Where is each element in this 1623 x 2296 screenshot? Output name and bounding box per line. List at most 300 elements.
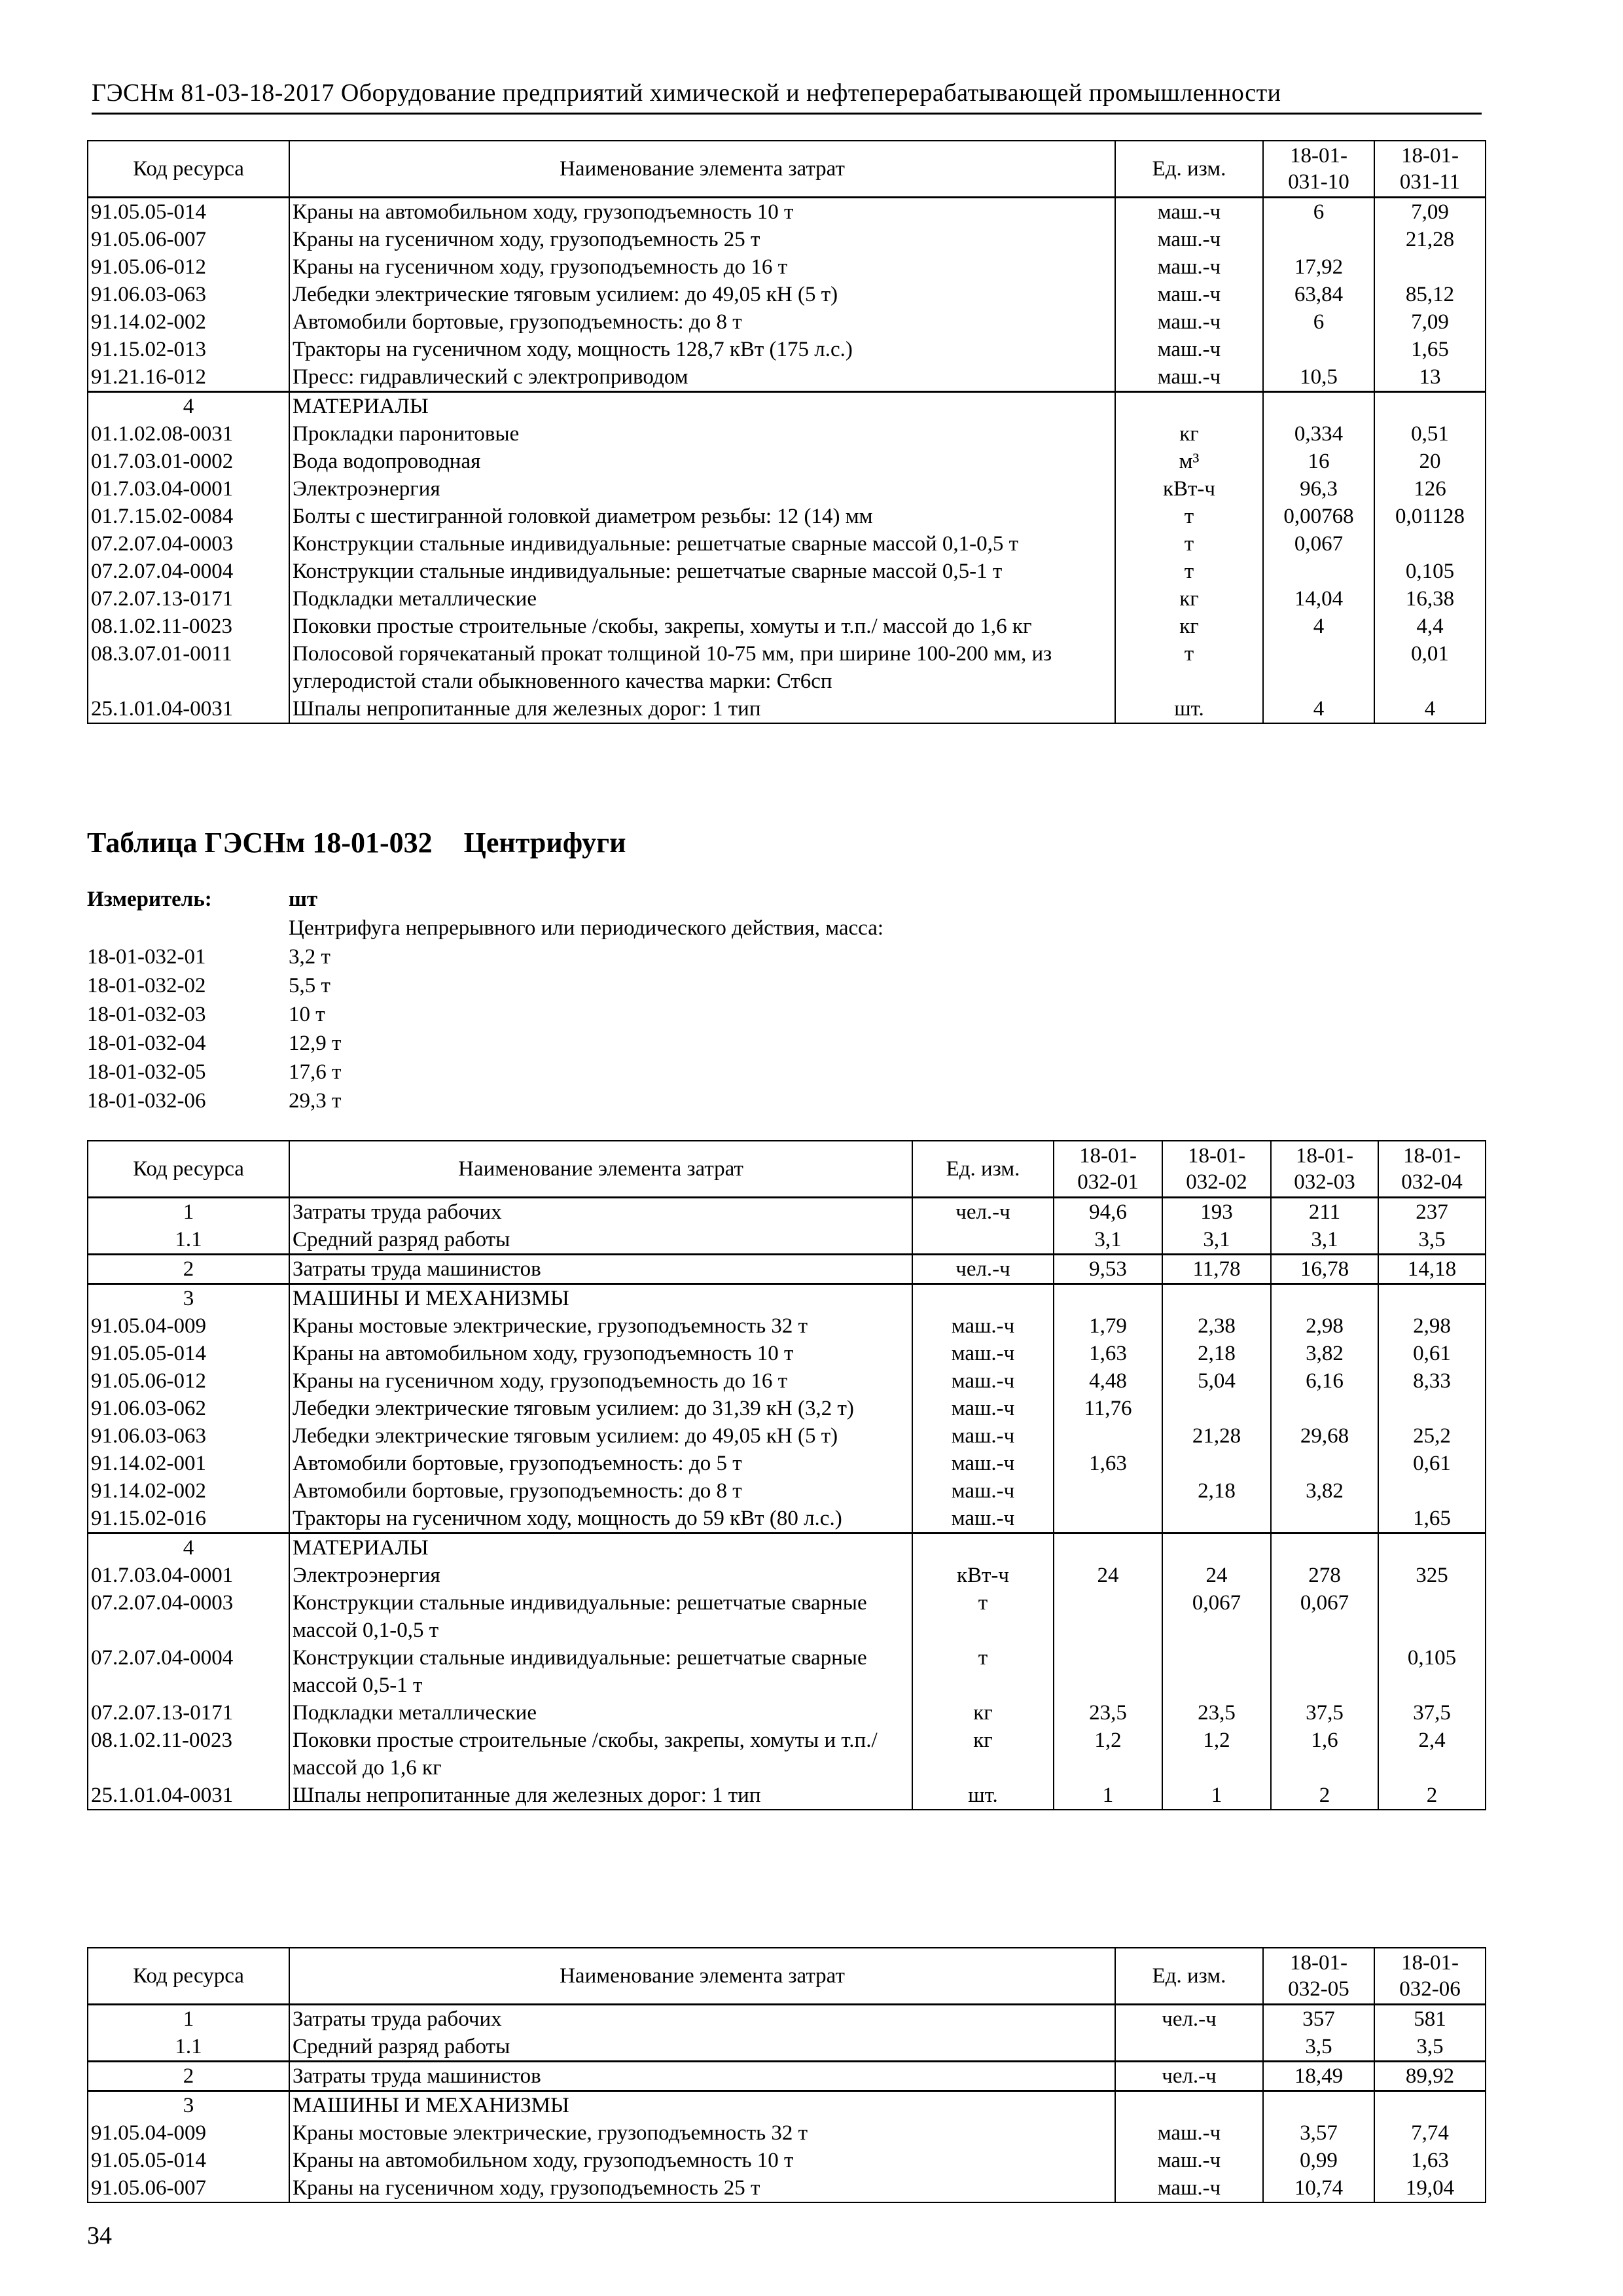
value-cell: 1 <box>1162 1782 1271 1810</box>
value-cell: 6 <box>1263 198 1374 226</box>
value-cell: 8,33 <box>1378 1367 1486 1395</box>
unit-cell: кг <box>1115 613 1263 640</box>
resource-code: 91.05.06-007 <box>88 226 289 253</box>
section-title <box>87 826 626 859</box>
resource-code: 91.06.03-063 <box>88 281 289 308</box>
table-row <box>88 226 1486 253</box>
header-row <box>88 1948 1486 2005</box>
resource-code: 07.2.07.13-0171 <box>88 585 289 613</box>
value-cell: 29,68 <box>1271 1422 1378 1450</box>
resource-code: 91.14.02-001 <box>88 1450 289 1477</box>
value-cell: 37,5 <box>1378 1699 1486 1727</box>
value-cell: 4 <box>1374 695 1486 723</box>
value-cell: 3,5 <box>1263 2033 1374 2062</box>
value-cell <box>1374 392 1486 421</box>
section-table-name: Центрифуги <box>463 827 626 859</box>
cost-element-name: Поковки простые строительные /скобы, закрепы, хомуты и т.п./ массой до 1,6 кг <box>289 1727 912 1782</box>
value-cell: 0,334 <box>1263 420 1374 448</box>
cost-element-name: МАШИНЫ И МЕХАНИЗМЫ <box>289 1284 912 1313</box>
resource-code: 91.21.16-012 <box>88 363 289 392</box>
value-cell <box>1162 1505 1271 1534</box>
value-cell: 3,5 <box>1374 2033 1486 2062</box>
table-row <box>88 1534 1486 1562</box>
value-cell: 3,5 <box>1378 1226 1486 1255</box>
header-row <box>88 1141 1486 1198</box>
unit-cell: маш.-ч <box>1115 363 1263 392</box>
resource-code: 07.2.07.13-0171 <box>88 1699 289 1727</box>
table-row <box>88 2062 1486 2091</box>
value-cell <box>1263 640 1374 695</box>
value-cell: 10,5 <box>1263 363 1374 392</box>
cost-element-name: Краны на гусеничном ходу, грузоподъемность 25 т <box>289 2174 1115 2202</box>
value-cell: 581 <box>1374 2005 1486 2034</box>
measure-item-code: 18-01-032-01 <box>87 945 206 969</box>
value-cell: 2 <box>1271 1782 1378 1810</box>
value-cell: 16,78 <box>1271 1255 1378 1284</box>
unit-cell <box>912 1226 1054 1255</box>
cost-element-name: Поковки простые строительные /скобы, закрепы, хомуты и т.п./ массой до 1,6 кг <box>289 613 1115 640</box>
value-cell: 4,4 <box>1374 613 1486 640</box>
column-header-norm: 18-01- 032-02 <box>1162 1141 1271 1198</box>
measure-item-value: 17,6 т <box>289 1060 342 1084</box>
cost-element-name: Средний разряд работы <box>289 2033 1115 2062</box>
value-cell <box>1162 1450 1271 1477</box>
value-cell: 11,76 <box>1054 1395 1162 1422</box>
measure-item-value: 3,2 т <box>289 945 330 969</box>
cost-element-name: МАТЕРИАЛЫ <box>289 392 1115 421</box>
value-cell: 325 <box>1378 1562 1486 1589</box>
value-cell: 13 <box>1374 363 1486 392</box>
cost-element-name: Краны на автомобильном ходу, грузоподъемность 10 т <box>289 1340 912 1367</box>
value-cell: 0,01 <box>1374 640 1486 695</box>
value-cell: 3,57 <box>1263 2119 1374 2147</box>
value-cell: 1,63 <box>1374 2147 1486 2174</box>
unit-cell: м³ <box>1115 448 1263 475</box>
value-cell <box>1271 1534 1378 1562</box>
unit-cell: маш.-ч <box>1115 2119 1263 2147</box>
resource-code: 1.1 <box>88 1226 289 1255</box>
unit-cell: т <box>1115 530 1263 558</box>
cost-element-name: Автомобили бортовые, грузоподъемность: до 5 т <box>289 1450 912 1477</box>
value-cell: 16 <box>1263 448 1374 475</box>
value-cell <box>1162 1284 1271 1313</box>
value-cell <box>1374 530 1486 558</box>
measure-item-code: 18-01-032-02 <box>87 974 206 997</box>
cost-element-name: Краны на автомобильном ходу, грузоподъемность 10 т <box>289 198 1115 226</box>
unit-cell <box>912 1284 1054 1313</box>
value-cell: 278 <box>1271 1562 1378 1589</box>
table-row <box>88 420 1486 448</box>
value-cell <box>1263 336 1374 363</box>
unit-cell: т <box>1115 640 1263 695</box>
value-cell <box>1263 558 1374 585</box>
unit-cell: маш.-ч <box>1115 226 1263 253</box>
value-cell: 0,51 <box>1374 420 1486 448</box>
value-cell: 25,2 <box>1378 1422 1486 1450</box>
table-row <box>88 308 1486 336</box>
column-header-unit: Ед. изм. <box>1115 1948 1263 2005</box>
resource-code: 07.2.07.04-0003 <box>88 530 289 558</box>
column-header-norm: 18-01- 032-06 <box>1374 1948 1486 2005</box>
section-table-number: Таблица ГЭСНм 18-01-032 <box>87 827 433 859</box>
column-header-unit: Ед. изм. <box>1115 141 1263 198</box>
value-cell: 0,61 <box>1378 1450 1486 1477</box>
resource-code: 08.1.02.11-0023 <box>88 613 289 640</box>
value-cell: 21,28 <box>1374 226 1486 253</box>
resource-table-032-a <box>87 1140 1486 1810</box>
table-row <box>88 1284 1486 1313</box>
unit-cell: маш.-ч <box>1115 2174 1263 2202</box>
cost-element-name: Затраты труда машинистов <box>289 1255 912 1284</box>
value-cell: 63,84 <box>1263 281 1374 308</box>
resource-code: 01.7.03.04-0001 <box>88 1562 289 1589</box>
cost-element-name: МАТЕРИАЛЫ <box>289 1534 912 1562</box>
resource-code: 07.2.07.04-0003 <box>88 1589 289 1644</box>
value-cell: 1,2 <box>1054 1727 1162 1782</box>
unit-cell: кВт-ч <box>912 1562 1054 1589</box>
table-row <box>88 2119 1486 2147</box>
column-header-unit: Ед. изм. <box>912 1141 1054 1198</box>
unit-cell: кг <box>1115 420 1263 448</box>
value-cell: 0,067 <box>1263 530 1374 558</box>
cost-element-name: Лебедки электрические тяговым усилием: до 31,39 кН (3,2 т) <box>289 1395 912 1422</box>
unit-cell: т <box>1115 558 1263 585</box>
page-header: ГЭСНм 81-03-18-2017 Оборудование предприятий химической и нефтеперерабатывающей промышленности <box>92 77 1482 115</box>
value-cell: 2 <box>1378 1782 1486 1810</box>
value-cell <box>1054 1505 1162 1534</box>
value-cell: 0,00768 <box>1263 503 1374 530</box>
table-row <box>88 1727 1486 1782</box>
value-cell: 18,49 <box>1263 2062 1374 2091</box>
value-cell: 17,92 <box>1263 253 1374 281</box>
table-row <box>88 253 1486 281</box>
resource-code: 91.05.06-007 <box>88 2174 289 2202</box>
value-cell: 1,65 <box>1378 1505 1486 1534</box>
measure-description: Центрифуга непрерывного или периодического действия, масса: <box>289 916 884 940</box>
table-row <box>88 695 1486 723</box>
value-cell: 0,105 <box>1374 558 1486 585</box>
resource-code: 91.05.05-014 <box>88 198 289 226</box>
value-cell: 7,09 <box>1374 308 1486 336</box>
resource-code: 2 <box>88 1255 289 1284</box>
cost-element-name: Краны на гусеничном ходу, грузоподъемность до 16 т <box>289 253 1115 281</box>
cost-element-name: Конструкции стальные индивидуальные: решетчатые сварные массой 0,1-0,5 т <box>289 1589 912 1644</box>
table-row <box>88 1782 1486 1810</box>
resource-code: 91.05.04-009 <box>88 1312 289 1340</box>
value-cell: 0,105 <box>1378 1644 1486 1699</box>
value-cell: 5,04 <box>1162 1367 1271 1395</box>
value-cell <box>1054 1284 1162 1313</box>
value-cell: 0,067 <box>1162 1589 1271 1644</box>
table-row <box>88 1367 1486 1395</box>
value-cell: 23,5 <box>1054 1699 1162 1727</box>
value-cell: 126 <box>1374 475 1486 503</box>
measure-item-code: 18-01-032-03 <box>87 1003 206 1026</box>
value-cell: 4 <box>1263 695 1374 723</box>
resource-code: 4 <box>88 392 289 421</box>
cost-element-name: Автомобили бортовые, грузоподъемность: до 8 т <box>289 308 1115 336</box>
unit-cell: кВт-ч <box>1115 475 1263 503</box>
resource-code: 07.2.07.04-0004 <box>88 558 289 585</box>
unit-cell: маш.-ч <box>1115 2147 1263 2174</box>
value-cell: 0,067 <box>1271 1589 1378 1644</box>
measure-item-value: 10 т <box>289 1003 325 1026</box>
resource-code: 25.1.01.04-0031 <box>88 1782 289 1810</box>
value-cell <box>1263 226 1374 253</box>
value-cell <box>1378 1284 1486 1313</box>
unit-cell: кг <box>1115 585 1263 613</box>
cost-element-name: Конструкции стальные индивидуальные: решетчатые сварные массой 0,5-1 т <box>289 558 1115 585</box>
resource-code: 01.7.03.01-0002 <box>88 448 289 475</box>
value-cell: 2,98 <box>1271 1312 1378 1340</box>
resource-code: 91.06.03-063 <box>88 1422 289 1450</box>
resource-code: 91.15.02-013 <box>88 336 289 363</box>
cost-element-name: Автомобили бортовые, грузоподъемность: до 8 т <box>289 1477 912 1505</box>
value-cell: 94,6 <box>1054 1198 1162 1227</box>
value-cell: 23,5 <box>1162 1699 1271 1727</box>
value-cell <box>1374 253 1486 281</box>
column-header-code: Код ресурса <box>88 141 289 198</box>
value-cell: 7,74 <box>1374 2119 1486 2147</box>
table-row <box>88 585 1486 613</box>
value-cell: 3,1 <box>1271 1226 1378 1255</box>
value-cell: 3,82 <box>1271 1477 1378 1505</box>
cost-element-name: Затраты труда рабочих <box>289 2005 1115 2034</box>
value-cell <box>1271 1450 1378 1477</box>
cost-element-name: Конструкции стальные индивидуальные: решетчатые сварные массой 0,5-1 т <box>289 1644 912 1699</box>
table-row <box>88 2147 1486 2174</box>
value-cell <box>1271 1284 1378 1313</box>
table-row <box>88 1477 1486 1505</box>
cost-element-name: Краны на гусеничном ходу, грузоподъемность 25 т <box>289 226 1115 253</box>
value-cell: 21,28 <box>1162 1422 1271 1450</box>
cost-element-name: Полосовой горячекатаный прокат толщиной 10-75 мм, при ширине 100-200 мм, из углеродистой стали обыкновенного качества марки: Ст6сп <box>289 640 1115 695</box>
cost-element-name: Лебедки электрические тяговым усилием: до 49,05 кН (5 т) <box>289 1422 912 1450</box>
column-header-norm: 18-01- 032-01 <box>1054 1141 1162 1198</box>
value-cell <box>1054 1422 1162 1450</box>
resource-code: 1 <box>88 1198 289 1227</box>
cost-element-name: Электроэнергия <box>289 475 1115 503</box>
resource-code: 91.05.05-014 <box>88 2147 289 2174</box>
value-cell: 1,79 <box>1054 1312 1162 1340</box>
measure-item-code: 18-01-032-04 <box>87 1031 206 1055</box>
resource-code: 01.7.15.02-0084 <box>88 503 289 530</box>
value-cell: 2,98 <box>1378 1312 1486 1340</box>
table-row <box>88 1198 1486 1227</box>
column-header-name: Наименование элемента затрат <box>289 1948 1115 2005</box>
cost-element-name: Тракторы на гусеничном ходу, мощность 128,7 кВт (175 л.с.) <box>289 336 1115 363</box>
value-cell: 193 <box>1162 1198 1271 1227</box>
value-cell <box>1271 1644 1378 1699</box>
resource-code: 1 <box>88 2005 289 2034</box>
table-row <box>88 198 1486 226</box>
cost-element-name: Шпалы непропитанные для железных дорог: 1 тип <box>289 695 1115 723</box>
resource-table-032-b <box>87 1947 1486 2203</box>
value-cell: 7,09 <box>1374 198 1486 226</box>
cost-element-name: МАШИНЫ И МЕХАНИЗМЫ <box>289 2091 1115 2120</box>
value-cell <box>1263 2091 1374 2120</box>
column-header-name: Наименование элемента затрат <box>289 141 1115 198</box>
resource-code: 08.1.02.11-0023 <box>88 1727 289 1782</box>
cost-element-name: Краны мостовые электрические, грузоподъемность 32 т <box>289 1312 912 1340</box>
value-cell: 1,2 <box>1162 1727 1271 1782</box>
cost-element-name: Вода водопроводная <box>289 448 1115 475</box>
unit-cell: чел.-ч <box>912 1198 1054 1227</box>
cost-element-name: Затраты труда машинистов <box>289 2062 1115 2091</box>
table-row <box>88 1589 1486 1644</box>
measure-item-value: 5,5 т <box>289 974 330 997</box>
cost-element-name: Конструкции стальные индивидуальные: решетчатые сварные массой 0,1-0,5 т <box>289 530 1115 558</box>
resource-code: 3 <box>88 1284 289 1313</box>
value-cell: 24 <box>1162 1562 1271 1589</box>
value-cell: 1,63 <box>1054 1450 1162 1477</box>
measure-item-code: 18-01-032-06 <box>87 1089 206 1113</box>
value-cell <box>1378 1589 1486 1644</box>
value-cell: 1,63 <box>1054 1340 1162 1367</box>
measure-item-value: 12,9 т <box>289 1031 342 1055</box>
unit-cell: т <box>912 1589 1054 1644</box>
table-row <box>88 613 1486 640</box>
measure-unit: шт <box>289 888 318 911</box>
column-header-name: Наименование элемента затрат <box>289 1141 912 1198</box>
value-cell <box>1054 1644 1162 1699</box>
column-header-norm: 18-01- 032-04 <box>1378 1141 1486 1198</box>
table-row <box>88 1226 1486 1255</box>
value-cell <box>1378 1477 1486 1505</box>
unit-cell: т <box>1115 503 1263 530</box>
column-header-code: Код ресурса <box>88 1948 289 2005</box>
value-cell: 89,92 <box>1374 2062 1486 2091</box>
resource-code: 91.05.06-012 <box>88 253 289 281</box>
unit-cell <box>912 1534 1054 1562</box>
value-cell: 6 <box>1263 308 1374 336</box>
table-row <box>88 1644 1486 1699</box>
table-row <box>88 2005 1486 2034</box>
unit-cell: маш.-ч <box>912 1312 1054 1340</box>
measure-label: Измеритель: <box>87 888 212 911</box>
table-row <box>88 1562 1486 1589</box>
unit-cell: маш.-ч <box>1115 253 1263 281</box>
unit-cell: чел.-ч <box>1115 2005 1263 2034</box>
cost-element-name: Подкладки металлические <box>289 1699 912 1727</box>
value-cell: 2,4 <box>1378 1727 1486 1782</box>
unit-cell <box>1115 2033 1263 2062</box>
value-cell: 14,04 <box>1263 585 1374 613</box>
resource-code: 07.2.07.04-0004 <box>88 1644 289 1699</box>
table-row <box>88 1699 1486 1727</box>
resource-code: 08.3.07.01-0011 <box>88 640 289 695</box>
value-cell <box>1378 1395 1486 1422</box>
table-row <box>88 2091 1486 2120</box>
value-cell: 2,38 <box>1162 1312 1271 1340</box>
value-cell: 6,16 <box>1271 1367 1378 1395</box>
resource-code: 91.05.04-009 <box>88 2119 289 2147</box>
value-cell <box>1378 1534 1486 1562</box>
resource-code: 4 <box>88 1534 289 1562</box>
cost-element-name: Подкладки металлические <box>289 585 1115 613</box>
cost-element-name: Краны на автомобильном ходу, грузоподъемность 10 т <box>289 2147 1115 2174</box>
cost-element-name: Краны мостовые электрические, грузоподъемность 32 т <box>289 2119 1115 2147</box>
value-cell: 37,5 <box>1271 1699 1378 1727</box>
value-cell: 237 <box>1378 1198 1486 1227</box>
value-cell <box>1054 1589 1162 1644</box>
table-row <box>88 336 1486 363</box>
value-cell: 24 <box>1054 1562 1162 1589</box>
cost-element-name: Краны на гусеничном ходу, грузоподъемность до 16 т <box>289 1367 912 1395</box>
unit-cell <box>1115 2091 1263 2120</box>
table-row <box>88 558 1486 585</box>
value-cell <box>1054 1477 1162 1505</box>
unit-cell: маш.-ч <box>1115 336 1263 363</box>
value-cell <box>1162 1395 1271 1422</box>
resource-code: 91.05.05-014 <box>88 1340 289 1367</box>
value-cell: 19,04 <box>1374 2174 1486 2202</box>
value-cell: 1,6 <box>1271 1727 1378 1782</box>
table-row <box>88 1255 1486 1284</box>
unit-cell <box>1115 392 1263 421</box>
column-header-code: Код ресурса <box>88 1141 289 1198</box>
value-cell: 0,01128 <box>1374 503 1486 530</box>
unit-cell: маш.-ч <box>1115 198 1263 226</box>
unit-cell: т <box>912 1644 1054 1699</box>
value-cell <box>1162 1534 1271 1562</box>
unit-cell: маш.-ч <box>912 1422 1054 1450</box>
cost-element-name: Шпалы непропитанные для железных дорог: 1 тип <box>289 1782 912 1810</box>
resource-code: 1.1 <box>88 2033 289 2062</box>
table-row <box>88 392 1486 421</box>
column-header-norm: 18-01- 031-11 <box>1374 141 1486 198</box>
value-cell: 85,12 <box>1374 281 1486 308</box>
table-row <box>88 281 1486 308</box>
value-cell: 96,3 <box>1263 475 1374 503</box>
value-cell <box>1263 392 1374 421</box>
resource-code: 91.14.02-002 <box>88 1477 289 1505</box>
cost-element-name: Лебедки электрические тяговым усилием: до 49,05 кН (5 т) <box>289 281 1115 308</box>
table-row <box>88 640 1486 695</box>
unit-cell: маш.-ч <box>912 1450 1054 1477</box>
table-row <box>88 1340 1486 1367</box>
value-cell: 0,99 <box>1263 2147 1374 2174</box>
value-cell: 3,82 <box>1271 1340 1378 1367</box>
resource-code: 25.1.01.04-0031 <box>88 695 289 723</box>
unit-cell: маш.-ч <box>1115 281 1263 308</box>
value-cell: 0,61 <box>1378 1340 1486 1367</box>
resource-code: 91.06.03-062 <box>88 1395 289 1422</box>
table-row <box>88 1505 1486 1534</box>
unit-cell: шт. <box>912 1782 1054 1810</box>
table-row <box>88 2033 1486 2062</box>
value-cell: 2,18 <box>1162 1340 1271 1367</box>
unit-cell: маш.-ч <box>912 1395 1054 1422</box>
resource-code: 91.15.02-016 <box>88 1505 289 1534</box>
value-cell: 16,38 <box>1374 585 1486 613</box>
value-cell: 3,1 <box>1054 1226 1162 1255</box>
value-cell: 4,48 <box>1054 1367 1162 1395</box>
value-cell: 10,74 <box>1263 2174 1374 2202</box>
resource-code: 01.7.03.04-0001 <box>88 475 289 503</box>
cost-element-name: Затраты труда рабочих <box>289 1198 912 1227</box>
value-cell: 211 <box>1271 1198 1378 1227</box>
value-cell: 9,53 <box>1054 1255 1162 1284</box>
resource-code: 01.1.02.08-0031 <box>88 420 289 448</box>
unit-cell: маш.-ч <box>912 1367 1054 1395</box>
column-header-norm: 18-01- 031-10 <box>1263 141 1374 198</box>
value-cell <box>1271 1505 1378 1534</box>
cost-element-name: Средний разряд работы <box>289 1226 912 1255</box>
table-row <box>88 530 1486 558</box>
unit-cell: чел.-ч <box>1115 2062 1263 2091</box>
value-cell: 11,78 <box>1162 1255 1271 1284</box>
